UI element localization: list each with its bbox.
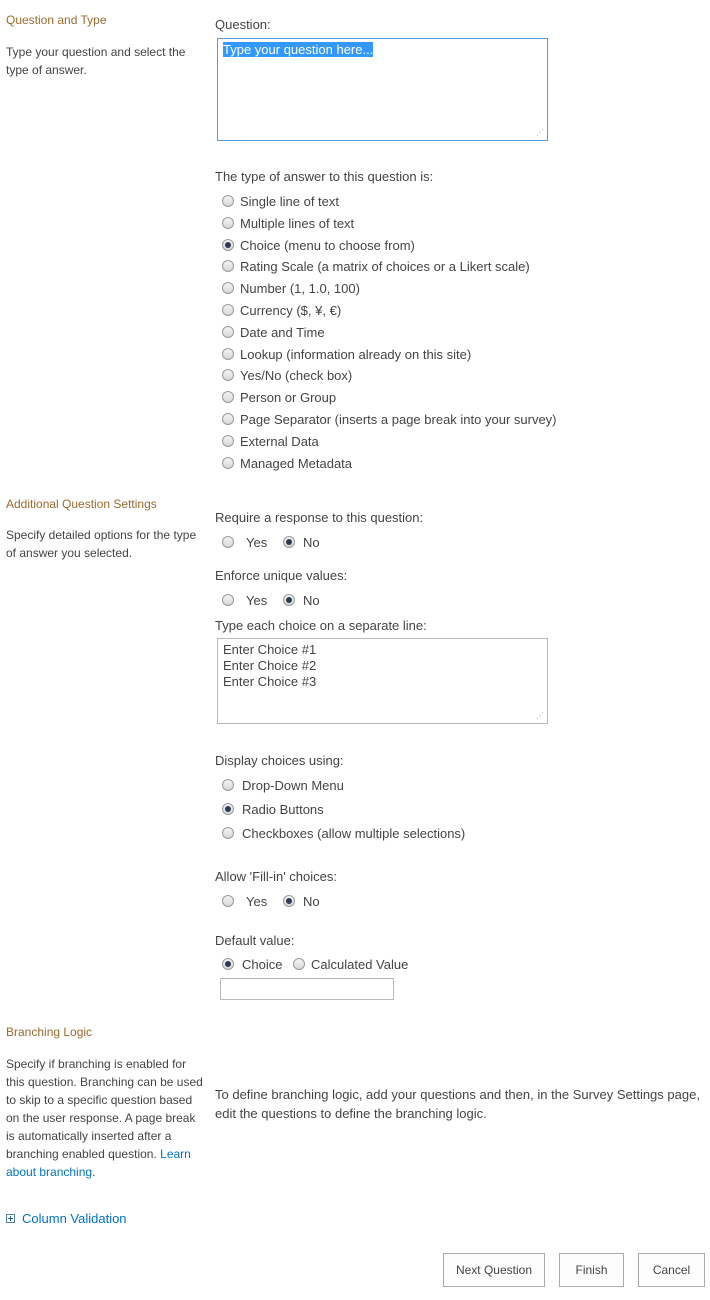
section-description-additional-settings: Specify detailed options for the type of answer you selected. bbox=[6, 528, 197, 560]
require-yes-radio[interactable]: Yes bbox=[222, 533, 267, 551]
answer-type-label-text: Yes/No (check box) bbox=[240, 367, 353, 383]
radio-unchecked-icon bbox=[222, 282, 234, 294]
answer-type-label-text: Rating Scale (a matrix of choices or a Likert scale) bbox=[240, 258, 530, 274]
radio-unchecked-icon bbox=[222, 260, 234, 272]
radio-unchecked-icon bbox=[222, 827, 234, 839]
default-calculated-radio[interactable]: Calculated Value bbox=[293, 955, 408, 973]
answer-type-option[interactable] bbox=[222, 323, 325, 341]
resize-grip-icon[interactable]: ⋰ bbox=[536, 711, 544, 720]
radio-checked-icon bbox=[283, 895, 295, 907]
next-question-button[interactable]: Next Question bbox=[443, 1253, 545, 1287]
radio-checked-icon bbox=[283, 536, 295, 548]
require-response-label: Require a response to this question: bbox=[215, 510, 424, 525]
section-description-question-type: Type your question and select the type of answer. bbox=[6, 45, 186, 77]
radio-unchecked-icon bbox=[222, 195, 234, 207]
display-choice-label-text: Checkboxes (allow multiple selections) bbox=[242, 825, 466, 841]
display-choice-label-text: Radio Buttons bbox=[242, 801, 324, 817]
answer-type-option[interactable] bbox=[222, 345, 471, 363]
display-choice-option[interactable] bbox=[222, 776, 344, 794]
enforce-unique-label: Enforce unique values: bbox=[215, 568, 348, 583]
radio-unchecked-icon bbox=[222, 536, 234, 548]
answer-type-label-text: Page Separator (inserts a page break into your survey) bbox=[240, 411, 557, 427]
choices-label: Type each choice on a separate line: bbox=[215, 618, 427, 633]
answer-type-label-text: Date and Time bbox=[240, 324, 325, 340]
answer-type-label-text: Lookup (information already on this site) bbox=[240, 346, 472, 362]
radio-unchecked-icon bbox=[222, 348, 234, 360]
radio-unchecked-icon bbox=[222, 369, 234, 381]
section-title-branching: Branching Logic bbox=[6, 1025, 93, 1039]
radio-unchecked-icon bbox=[222, 326, 234, 338]
expand-plus-icon bbox=[6, 1214, 15, 1223]
answer-type-option[interactable] bbox=[222, 388, 336, 406]
cancel-button[interactable]: Cancel bbox=[638, 1253, 705, 1287]
answer-type-option[interactable] bbox=[222, 366, 352, 384]
answer-type-option[interactable] bbox=[222, 432, 319, 450]
answer-type-option[interactable] bbox=[222, 257, 530, 275]
radio-checked-icon bbox=[222, 239, 234, 251]
unique-yes-radio[interactable]: Yes bbox=[222, 591, 267, 609]
default-value-label: Default value: bbox=[215, 933, 295, 948]
learn-about-branching-link[interactable]: Learn about branching bbox=[6, 1147, 191, 1179]
display-choice-label-text: Drop-Down Menu bbox=[242, 777, 344, 793]
question-text-selected: Type your question here... bbox=[223, 42, 374, 57]
fillin-no-radio[interactable]: No bbox=[283, 892, 320, 910]
radio-unchecked-icon bbox=[222, 779, 234, 791]
fillin-yes-radio[interactable]: Yes bbox=[222, 892, 267, 910]
default-value-input[interactable] bbox=[220, 978, 394, 1000]
resize-grip-icon[interactable]: ⋰ bbox=[536, 128, 544, 137]
fillin-label: Allow 'Fill-in' choices: bbox=[215, 869, 337, 884]
finish-button[interactable]: Finish bbox=[559, 1253, 624, 1287]
section-title-additional-settings: Additional Question Settings bbox=[6, 497, 157, 511]
answer-type-option[interactable] bbox=[222, 454, 352, 472]
answer-type-option[interactable] bbox=[222, 214, 354, 232]
display-choices-label: Display choices using: bbox=[215, 753, 344, 768]
question-textarea[interactable] bbox=[217, 38, 548, 141]
answer-type-option[interactable] bbox=[222, 410, 557, 428]
answer-type-option[interactable] bbox=[222, 192, 339, 210]
require-no-radio[interactable]: No bbox=[283, 533, 320, 551]
radio-unchecked-icon bbox=[222, 435, 234, 447]
answer-type-label-text: External Data bbox=[240, 433, 319, 449]
answer-type-label-text: Multiple lines of text bbox=[240, 215, 355, 231]
choices-textarea[interactable] bbox=[217, 638, 548, 724]
radio-unchecked-icon bbox=[222, 217, 234, 229]
display-choice-option[interactable] bbox=[222, 824, 465, 842]
radio-checked-icon bbox=[222, 803, 234, 815]
answer-type-label-text: Managed Metadata bbox=[240, 455, 353, 471]
branching-info-text: To define branching logic, add your questions and then, in the Survey Settings page, edit the questions to define the branching logic. bbox=[215, 1087, 700, 1121]
display-choice-option[interactable] bbox=[222, 800, 324, 818]
radio-unchecked-icon bbox=[222, 391, 234, 403]
radio-checked-icon bbox=[283, 594, 295, 606]
answer-type-label-text: Person or Group bbox=[240, 389, 337, 405]
answer-type-label-text: Single line of text bbox=[240, 193, 340, 209]
column-validation-label: Column Validation bbox=[22, 1211, 127, 1226]
question-label: Question: bbox=[215, 17, 271, 32]
default-choice-radio[interactable]: Choice bbox=[222, 955, 282, 973]
radio-unchecked-icon bbox=[222, 304, 234, 316]
answer-type-label-text: Choice (menu to choose from) bbox=[240, 237, 415, 253]
column-validation-toggle[interactable] bbox=[6, 1211, 127, 1226]
unique-no-radio[interactable]: No bbox=[283, 591, 320, 609]
radio-unchecked-icon bbox=[222, 594, 234, 606]
radio-unchecked-icon bbox=[222, 457, 234, 469]
radio-unchecked-icon bbox=[293, 958, 305, 970]
radio-checked-icon bbox=[222, 958, 234, 970]
answer-type-label-text: Currency ($, ¥, €) bbox=[240, 302, 342, 318]
answer-type-option[interactable] bbox=[222, 279, 360, 297]
radio-unchecked-icon bbox=[222, 895, 234, 907]
answer-type-option[interactable] bbox=[222, 301, 341, 319]
choices-text: Enter Choice #1 Enter Choice #2 Enter Choice #3 bbox=[223, 642, 317, 689]
answer-type-label-text: Number (1, 1.0, 100) bbox=[240, 280, 360, 296]
section-title-question-type: Question and Type bbox=[6, 13, 107, 27]
answer-type-option[interactable] bbox=[222, 236, 415, 254]
radio-unchecked-icon bbox=[222, 413, 234, 425]
answer-type-label: The type of answer to this question is: bbox=[215, 169, 434, 184]
section-description-branching: Specify if branching is enabled for this question. Branching can be used to skip to a specific question based on the user response. A page break is automatically inserted after a branching enabled question. Learn about branching. bbox=[6, 1057, 203, 1179]
